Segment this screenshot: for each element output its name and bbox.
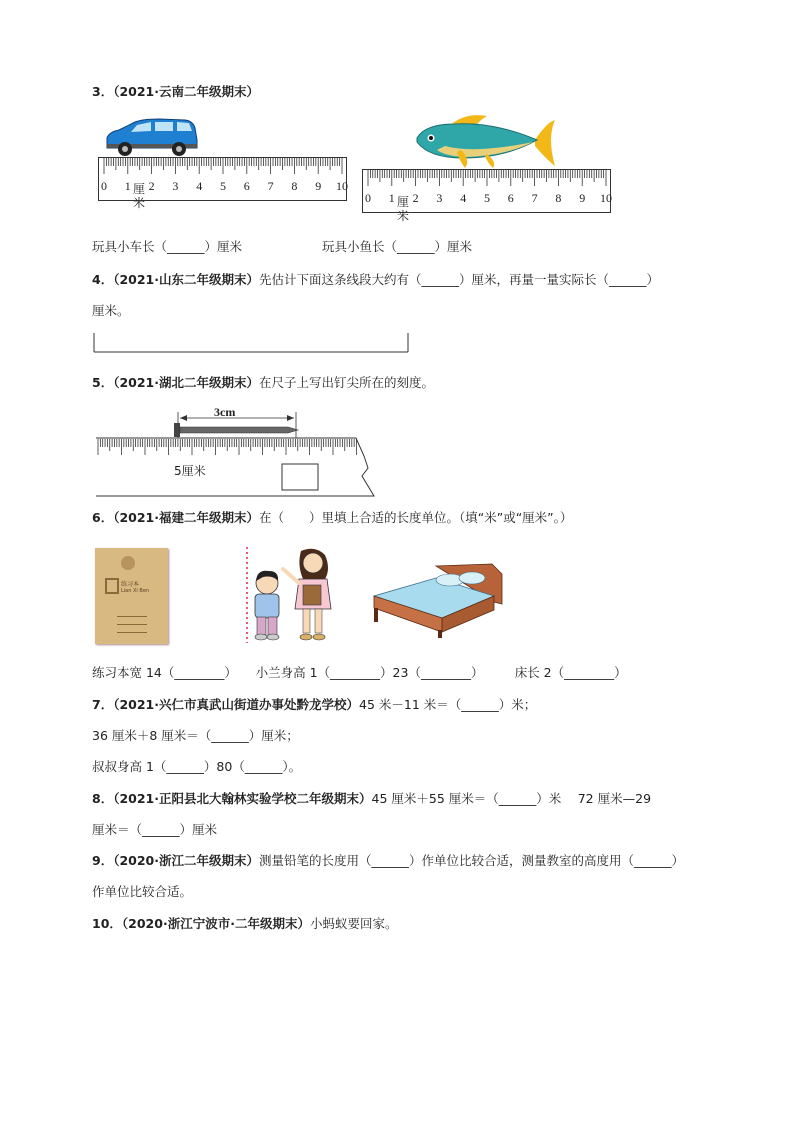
ruler-number: 8 [555,191,562,205]
q7-line3: 叔叔身高 1（______）80（______）。 [92,759,302,774]
notebook-logo [121,556,135,570]
q4-number: 4． [92,272,114,287]
notebook-title: 练习本 [121,581,140,588]
q7-source: （2021·兴仁市真武山街道办事处黔龙学校） [113,697,359,712]
q8-line1: 45 厘米＋55 厘米＝（______）米 72 厘米—29 [371,791,652,806]
nail-mark-label: 5厘米 [174,464,206,478]
ruler-number: 2 [412,191,419,205]
ruler-number: 5 [220,179,226,193]
q6-source: （2021·福建二年级期末） [113,510,259,525]
car-ruler-unit-label: 厘米 [133,182,146,210]
ruler-number: 7 [531,191,538,205]
q6-heading [92,509,572,527]
q5-heading [92,374,434,392]
ruler-number: 4 [460,191,467,205]
q8-source: （2021·正阳县北大翰林实验学校二年级期末） [113,791,372,806]
q9-line2: 作单位比较合适。 [92,884,193,899]
nail-length-label: 3cm [214,405,236,419]
fish-length-question: 玩具小鱼长（______）厘米 [322,239,473,254]
q9-line1: 测量铅笔的长度用（______）作单位比较合适，测量教室的高度用（______） [259,853,685,868]
toy-fish-image [415,112,557,170]
q9-number: 9． [92,853,114,868]
q8-heading [92,790,651,808]
q4-source: （2021·山东二年级期末） [113,272,259,287]
q5-text: 在尺子上写出钉尖所在的刻度。 [259,375,435,390]
q6-number: 6． [92,510,114,525]
q4-heading [92,271,659,289]
q4-text-line2: 厘米。 [92,303,130,318]
ruler-number: 7 [267,179,274,193]
q6-text: 在（ ）里填上合适的长度单位。（填“米”或“厘米”。） [259,510,573,525]
ruler-number: 3 [436,191,443,205]
q8-number: 8． [92,791,114,806]
ruler-number: 8 [291,179,298,193]
car-length-question: 玩具小车长（______）厘米 [92,239,243,254]
q10-number: 10． [92,916,122,931]
q6-answers: 练习本宽 14（________） 小兰身高 1（________）23（________） 床长 2（________） [92,665,627,680]
ruler-number: 0 [365,191,371,205]
ruler-number: 9 [579,191,586,205]
q10-text: 小蚂蚁要回家。 [309,916,398,931]
q5-source: （2021·湖北二年级期末） [113,375,259,390]
q9-source: （2020·浙江二年级期末） [113,853,259,868]
ruler-number: 5 [484,191,490,205]
ruler-number: 0 [101,179,107,193]
q8-line2: 厘米＝（______）厘米 [92,822,218,837]
ruler-number: 4 [196,179,203,193]
kids-height-image [243,543,335,646]
notebook-subtitle: Lian Xi Ben [121,588,150,594]
ruler-number: 6 [507,191,514,205]
q10-heading [92,915,397,933]
q4-line-segment [92,332,412,354]
q7-line1: 45 米－11 米＝（______）米； [359,697,537,712]
q7-number: 7． [92,697,114,712]
q3-heading [92,83,259,101]
nail-ruler-figure [92,404,382,500]
ruler-number: 2 [148,179,155,193]
ruler-number: 10 [600,191,612,205]
toy-car-image [103,118,199,158]
q10-source: （2020·浙江宁波市·二年级期末） [121,916,310,931]
bed-image [370,556,504,640]
ruler-number: 3 [172,179,179,193]
q3-source: （2021·云南二年级期末） [113,84,259,99]
q4-text-line1: 先估计下面这条线段大约有（______）厘米，再量一量实际长（______） [259,272,660,287]
notebook-image [95,548,168,644]
fish-ruler-unit-label: 厘米 [397,195,410,223]
ruler-number: 10 [336,179,348,193]
q7-heading [92,696,536,714]
ruler-number: 9 [315,179,322,193]
ruler-number: 1 [388,191,395,205]
q9-heading [92,852,684,870]
q5-number: 5． [92,375,114,390]
notebook-mark [105,578,119,594]
ruler-number: 6 [243,179,250,193]
ruler-number: 1 [124,179,131,193]
q3-number: 3． [92,84,114,99]
q7-line2: 36 厘米＋8 厘米＝（______）厘米； [92,728,299,743]
